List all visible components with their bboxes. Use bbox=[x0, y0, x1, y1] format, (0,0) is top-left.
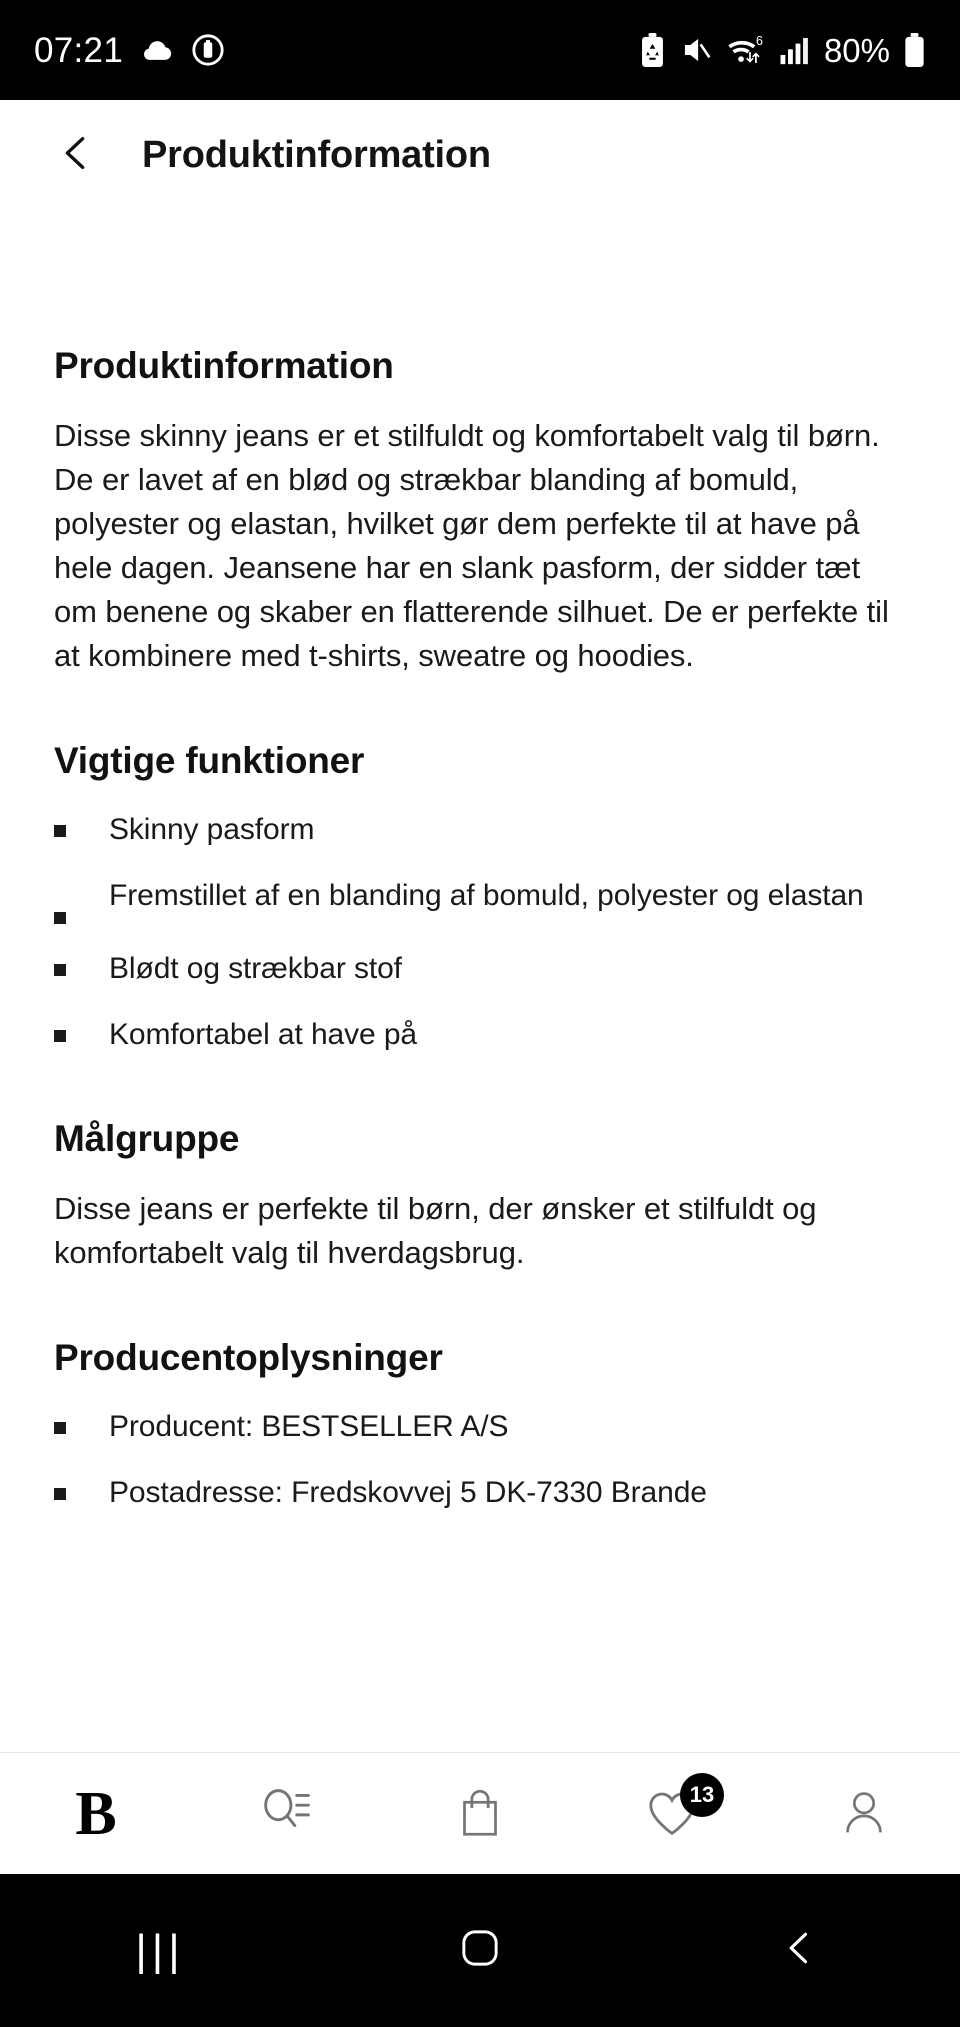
list-item-label: Producent: BESTSELLER A/S bbox=[109, 1410, 509, 1444]
list-item bbox=[54, 874, 906, 924]
back-button[interactable] bbox=[48, 127, 104, 183]
person-icon bbox=[833, 1780, 895, 1847]
square-bullet-icon bbox=[54, 825, 66, 837]
list-item bbox=[54, 1405, 906, 1448]
svg-text:6: 6 bbox=[755, 33, 763, 49]
cloud-icon bbox=[140, 33, 174, 67]
battery-icon bbox=[903, 33, 926, 67]
manufacturer-list bbox=[54, 1405, 906, 1514]
content-top-spacer bbox=[54, 210, 906, 345]
battery-percentage-label: 80% bbox=[823, 31, 890, 69]
list-item bbox=[54, 1471, 906, 1514]
tab-account[interactable] bbox=[768, 1753, 960, 1875]
wifi-6-transfer-icon bbox=[726, 33, 766, 67]
section-heading-producentoplysninger: Producentoplysninger bbox=[54, 1336, 443, 1378]
android-system-nav-bar bbox=[0, 1874, 960, 2027]
status-bar bbox=[0, 0, 960, 100]
wishlist-count-badge: 13 bbox=[680, 1773, 724, 1817]
tab-home-brand[interactable] bbox=[0, 1753, 192, 1875]
list-item-label: Komfortabel at have på bbox=[109, 1018, 417, 1052]
app-header bbox=[0, 100, 960, 210]
list-item bbox=[54, 808, 906, 851]
bottom-tab-bar bbox=[0, 1752, 960, 1874]
home-button[interactable] bbox=[320, 1874, 640, 2027]
back-button-system[interactable] bbox=[640, 1874, 960, 2027]
tab-bag[interactable] bbox=[384, 1753, 576, 1875]
status-bar-left bbox=[34, 30, 225, 70]
square-bullet-icon bbox=[54, 1422, 66, 1434]
brand-b-logo: B bbox=[75, 1779, 117, 1848]
chevron-left-icon bbox=[53, 130, 99, 181]
battery-saver-icon bbox=[191, 33, 225, 67]
square-bullet-icon bbox=[54, 1488, 66, 1500]
section-heading-produktinformation: Produktinformation bbox=[54, 345, 394, 386]
status-bar-clock: 07:21 bbox=[34, 30, 124, 70]
product-information-content bbox=[0, 210, 960, 1752]
volume-mute-icon bbox=[679, 33, 713, 67]
section-heading-maalgruppe: Målgruppe bbox=[54, 1118, 240, 1160]
shopping-bag-icon bbox=[449, 1780, 511, 1847]
feature-list bbox=[54, 808, 906, 1056]
recents-button[interactable] bbox=[0, 1874, 320, 2027]
list-item-label: Postadresse: Fredskovvej 5 DK-7330 Brande bbox=[109, 1476, 707, 1510]
square-bullet-icon bbox=[54, 964, 66, 976]
status-bar-right bbox=[639, 33, 926, 67]
tab-wishlist[interactable] bbox=[576, 1753, 768, 1875]
home-icon bbox=[458, 1926, 502, 1975]
list-item-label: Fremstillet af en blanding af bomuld, polyester og elastan bbox=[109, 879, 864, 913]
list-item-label: Skinny pasform bbox=[109, 813, 315, 847]
recents-icon: ||| bbox=[135, 1925, 185, 1975]
cellular-signal-icon bbox=[779, 33, 809, 67]
back-icon bbox=[778, 1926, 822, 1975]
battery-recycle-icon bbox=[639, 33, 666, 67]
square-bullet-icon bbox=[54, 912, 66, 924]
section-paragraph-maalgruppe: Disse jeans er perfekte til børn, der ønsker et stilfuldt og komfortabelt valg til hverdagsbrug. bbox=[54, 1190, 817, 1270]
section-heading-vigtige-funktioner: Vigtige funktioner bbox=[54, 739, 365, 781]
section-paragraph-produktinformation: Disse skinny jeans er et stilfuldt og komfortabelt valg til børn. De er lavet af en blød og strækbar blanding af bomuld, polyester og elastan, hvilket gør dem perfekte til at have på hele dagen. Jeansene har en slank pasform, der sidder tæt om benene og skaber en flatterende silhuet. De er perfekte til at kombinere med t-shirts, sweatre og hoodies. bbox=[54, 417, 889, 673]
square-bullet-icon bbox=[54, 1030, 66, 1042]
list-item-label: Blødt og strækbar stof bbox=[109, 952, 402, 986]
list-item bbox=[54, 1013, 906, 1056]
page-title: Produktinformation bbox=[142, 133, 491, 176]
search-list-icon bbox=[255, 1778, 321, 1849]
tab-search[interactable] bbox=[192, 1753, 384, 1875]
list-item bbox=[54, 947, 906, 990]
